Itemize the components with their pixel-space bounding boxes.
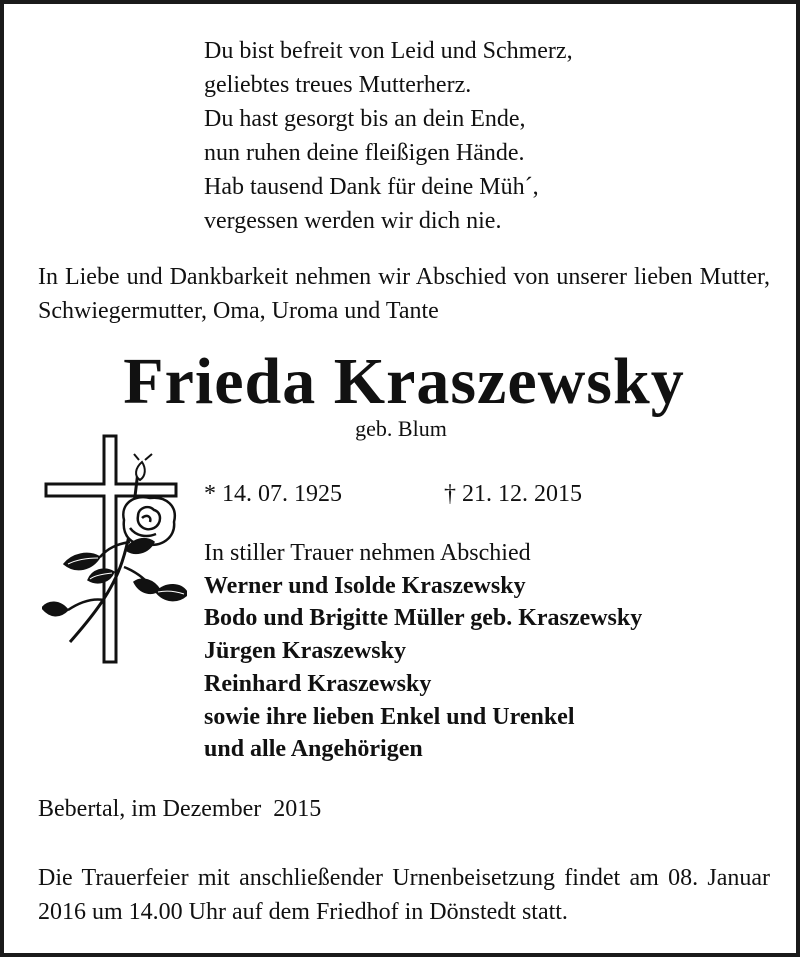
mourner-entry: Bodo und Brigitte Müller geb. Kraszewsky bbox=[204, 605, 643, 632]
place-date: Bebertal, im Dezember 2015 bbox=[38, 796, 322, 822]
cross-with-rose-icon bbox=[42, 432, 187, 667]
birth-date: * 14. 07. 1925 bbox=[204, 481, 342, 507]
poem-line: nun ruhen deine fleißigen Hände. bbox=[204, 140, 525, 166]
poem-line: vergessen werden wir dich nie. bbox=[204, 208, 502, 234]
mourner-entry: Reinhard Kraszewsky bbox=[204, 670, 432, 697]
mourners-lead: In stiller Trauer nehmen Abschied bbox=[204, 540, 531, 566]
poem-line: Du hast gesorgt bis an dein Ende, bbox=[204, 106, 526, 132]
mourner-entry: sowie ihre lieben Enkel und Urenkel bbox=[204, 703, 575, 730]
mourners-list bbox=[204, 537, 642, 766]
deceased-name: Frieda Kraszewsky bbox=[123, 345, 685, 418]
birth-name-text: geb. Blum bbox=[355, 416, 447, 441]
mourner-entry: und alle Angehörigen bbox=[204, 736, 423, 763]
funeral-info: Die Trauerfeier mit anschließender Urnenbeisetzung findet am 08. Januar 2016 um 14.00 Uhr auf dem Friedhof in Dönstedt statt. bbox=[38, 865, 770, 925]
poem-line: geliebtes treues Mutterherz. bbox=[204, 72, 472, 98]
mourner-entry: Jürgen Kraszewsky bbox=[204, 638, 406, 665]
poem-line: Hab tausend Dank für deine Müh´, bbox=[204, 174, 539, 200]
mourner-entry: Werner und Isolde Kraszewsky bbox=[204, 572, 526, 599]
intro-text: In Liebe und Dankbarkeit nehmen wir Abschied von unserer lieben Mutter, Schwiegermutter, Oma, Uroma und Tante bbox=[38, 264, 770, 324]
poem bbox=[204, 34, 573, 238]
poem-line: Du bist befreit von Leid und Schmerz, bbox=[204, 38, 573, 64]
death-date: † 21. 12. 2015 bbox=[444, 481, 582, 507]
